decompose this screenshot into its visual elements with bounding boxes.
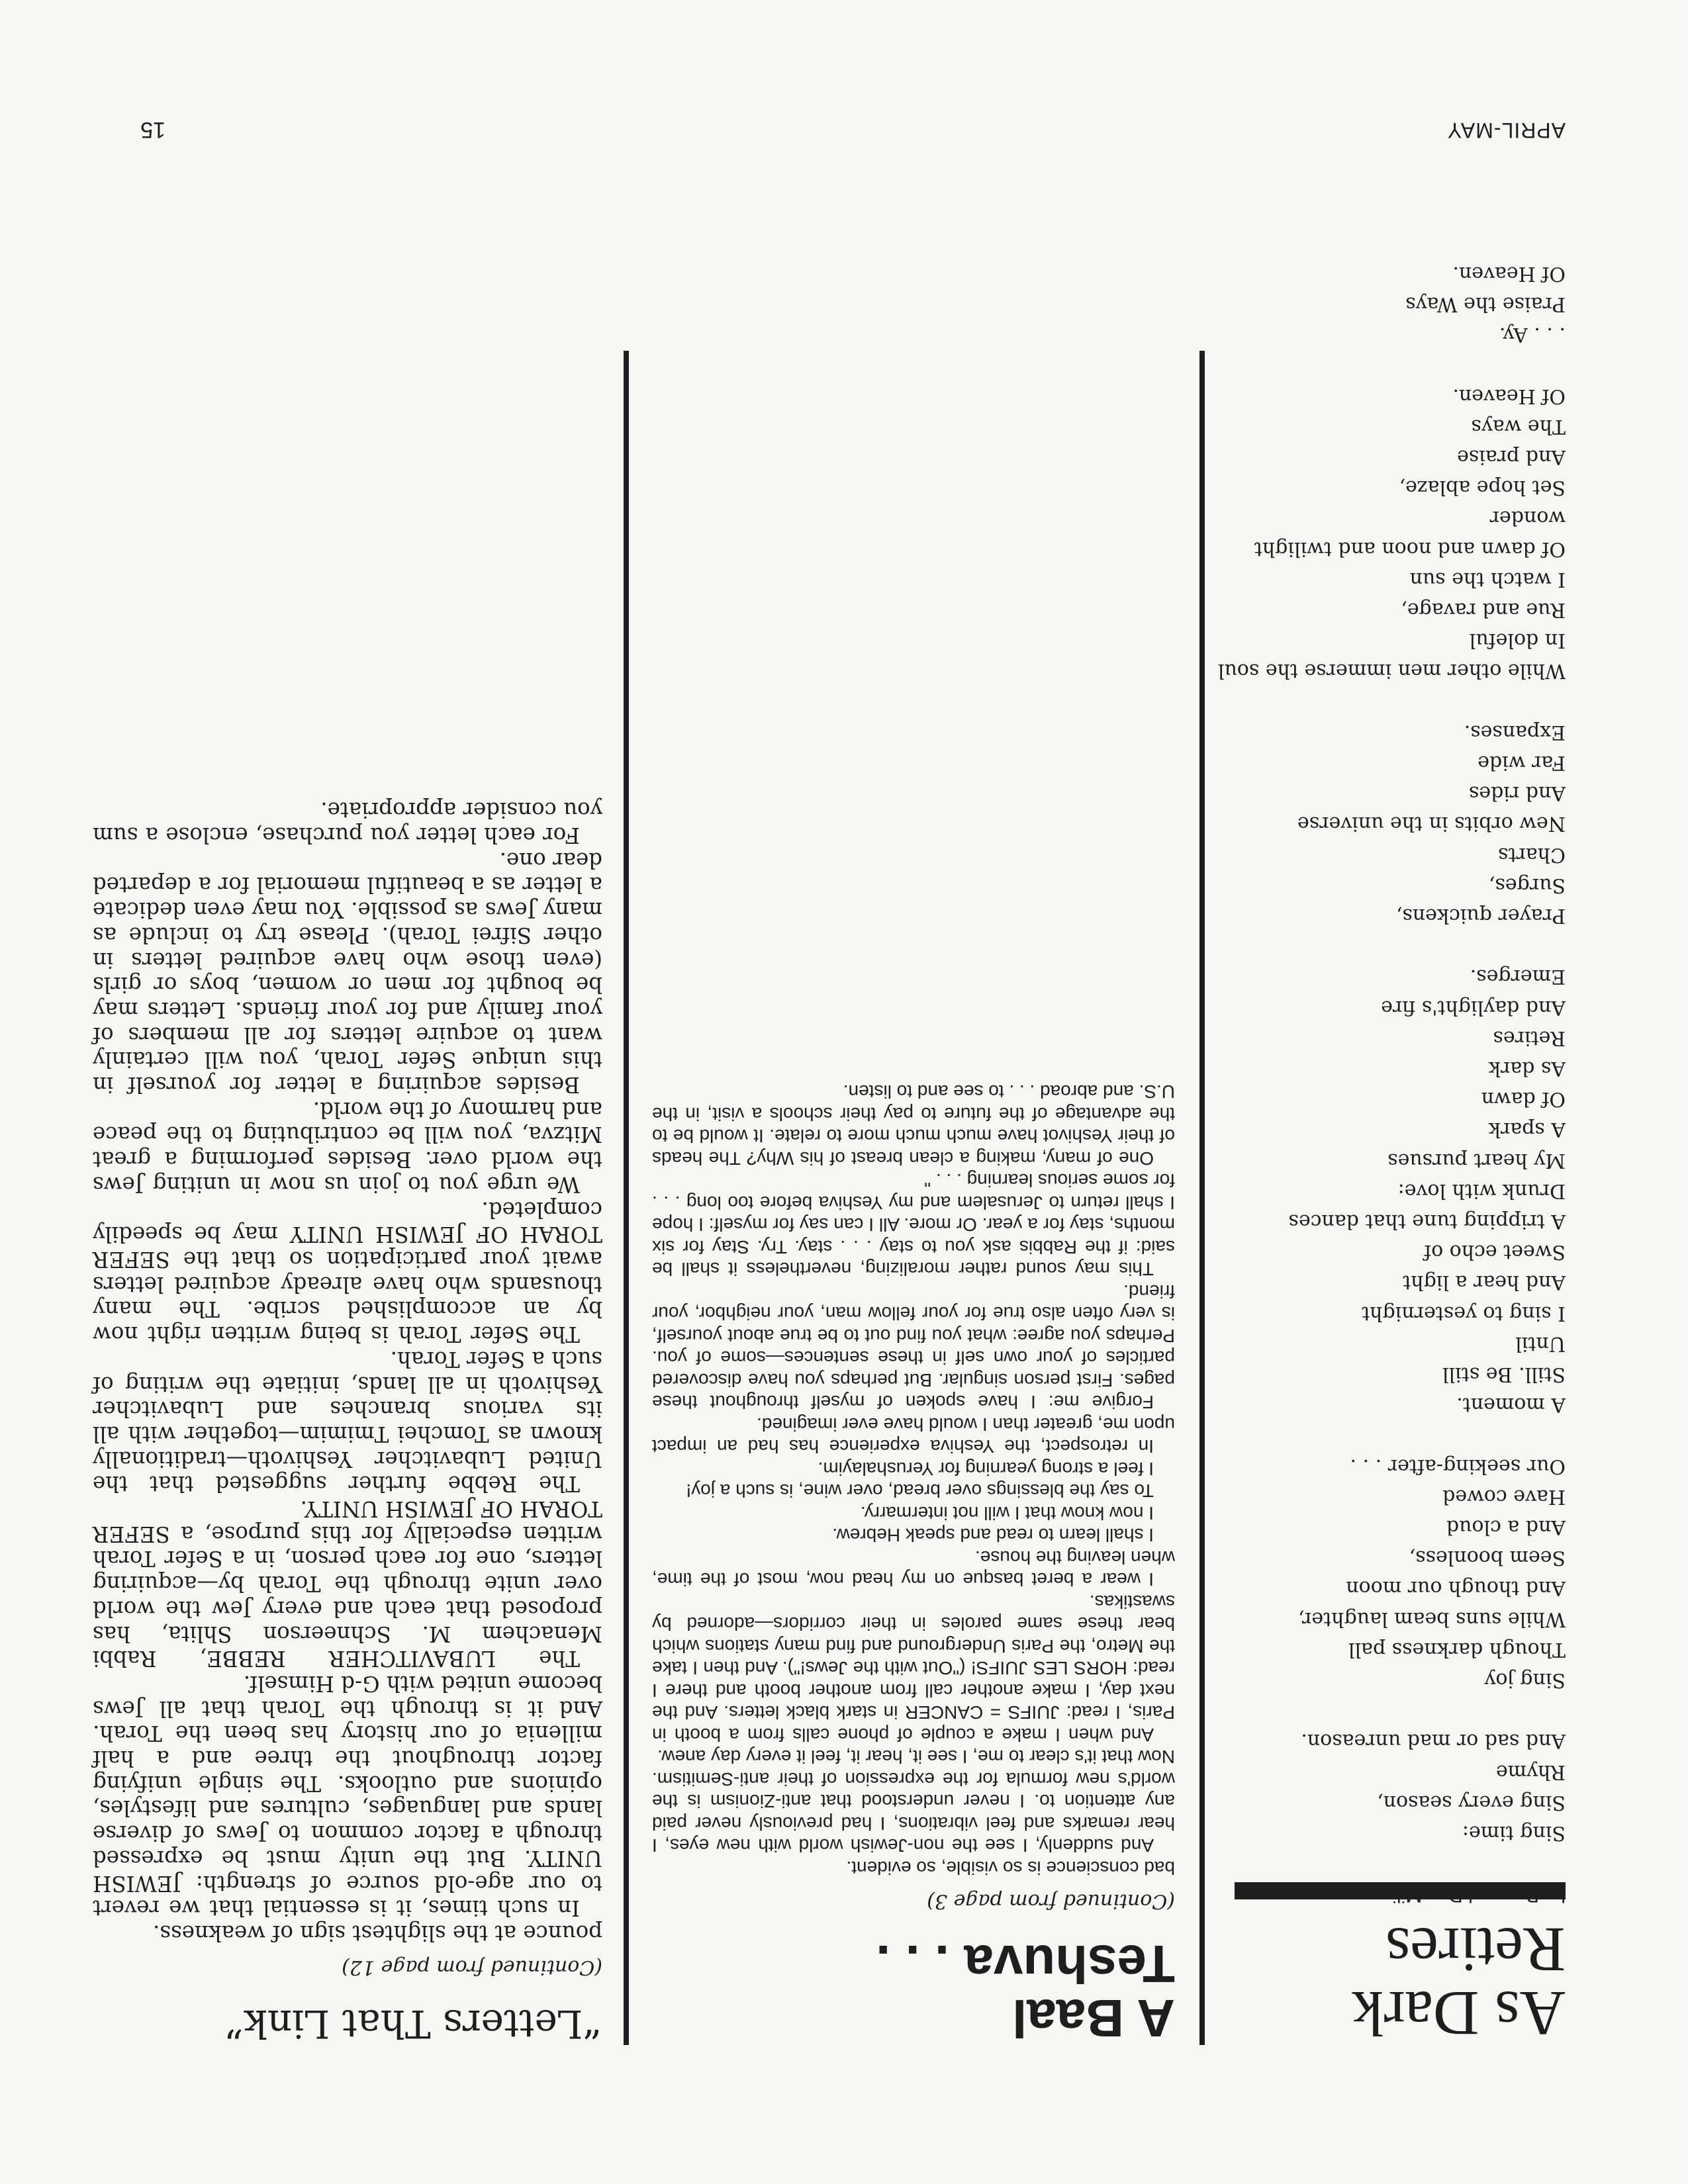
poem-line: And though our moon xyxy=(1346,1576,1566,1600)
article-paragraph: In retrospect, the Yeshiva experience has had an impact upon me, greater than I would have ever imagined. xyxy=(652,1414,1175,1457)
poem-line: Praise the Ways xyxy=(1405,292,1566,316)
poem-column xyxy=(1217,227,1566,2049)
page-number: 15 xyxy=(140,117,165,142)
letters-paragraph: pounce at the slightest sign of weakness. xyxy=(153,1921,602,1946)
letters-paragraph: The Sefer Torah is being written right now by an accomplished scribe. The many thousands who have already acquired letters await your participation so that the SEFER TORAH OF JEWISH UNITY may be speedily completed. xyxy=(93,1197,602,1347)
article-paragraph: To say the blessings over bread, over wine, is such a joy! xyxy=(686,1480,1154,1502)
article-body xyxy=(652,1081,1175,1879)
poem-line: Sing every season, xyxy=(1377,1790,1566,1814)
poem-line: And praise xyxy=(1457,445,1566,469)
poem-line: Sing time: xyxy=(1462,1821,1566,1844)
poem-line: Emerges. xyxy=(1470,965,1566,989)
poem-line: . . . Ay. xyxy=(1499,323,1566,347)
poem-line: Far wide xyxy=(1477,751,1566,774)
article-paragraph: I wear a beret basque on my head now, most of the time, when leaving the house. xyxy=(652,1547,1175,1590)
letters-headline: “Letters That Link” xyxy=(224,2001,602,2046)
article-paragraph: I shall learn to read and speak Hebrew. xyxy=(832,1525,1154,1546)
letters-paragraph: We urge you to join us now in uniting Jews the world over. Besides performing a great Mitzva, you will be contributing to the peace and harmony of the world. xyxy=(93,1097,602,1197)
poem-line: New orbits in the universe xyxy=(1297,812,1566,836)
poem-line: A moment. xyxy=(1456,1393,1566,1417)
poem-line: A spark xyxy=(1488,1118,1566,1142)
letters-paragraph: In such times, it is essential that we revert to our age-old source of strength: JEWISH UNITY. But the unity must be expressed through a factor common to Jews of diverse lands and languages, cultures and lifestyles, opinions and outlooks. The single unifying factor throughout the three and a half millenia of our history has been the Torah. And it is through the Torah that all Jews become united with G-d Himself. xyxy=(93,1670,602,1921)
poem-line: My heart pursues xyxy=(1387,1148,1566,1172)
poem-line: And a cloud xyxy=(1446,1515,1566,1539)
poem-line: Charts xyxy=(1498,842,1566,866)
poem-line: In doleful xyxy=(1469,629,1566,653)
poem-line: Prayer quickens, xyxy=(1395,903,1566,927)
poem-line: Surges, xyxy=(1488,873,1566,897)
poem-line: While suns beam laughter, xyxy=(1297,1607,1566,1631)
poem-line: I sing to yesternight xyxy=(1362,1301,1566,1325)
poem-line: And rides xyxy=(1468,782,1566,805)
column-rule-right xyxy=(624,351,629,2045)
poem-line: And hear a light xyxy=(1403,1271,1566,1295)
poem-body xyxy=(1217,258,1566,1848)
poem-stanza xyxy=(1235,258,1566,350)
article-headline xyxy=(652,1934,1175,2048)
poem-line: Rhyme xyxy=(1495,1760,1566,1784)
article-paragraph: bad conscience is so visible, so evident. xyxy=(846,1858,1175,1878)
article-continued-note: (Continued from page 3) xyxy=(927,1889,1175,1913)
poem-line: Still. Be still xyxy=(1442,1362,1566,1386)
poem-line: Have cowed xyxy=(1442,1484,1566,1508)
letters-body xyxy=(93,797,602,1945)
letters-column xyxy=(93,797,602,2045)
poem-line: Though darkness pall xyxy=(1348,1637,1566,1661)
letters-paragraph: For each letter you purchase, enclose a sum you consider appropriate. xyxy=(93,797,602,848)
article-paragraph: And suddenly, I see the non-Jewish world with new eyes, I hear remarks and feel vibrations, I had previously never paid any attention to. I never understood that anti-Zionism is the world's new formula for the expression of their anti-Semitism. Now that it's clear to me, I see it, hear it, feel it every day anew. xyxy=(652,1747,1175,1856)
poem-line: Of dawn xyxy=(1481,1087,1566,1111)
poem-line: wonder xyxy=(1489,506,1566,530)
article-column xyxy=(652,1081,1175,2048)
poem-line: The ways xyxy=(1471,414,1566,438)
poem-stanza xyxy=(1217,380,1566,686)
letters-paragraph: The LUBAVITCHER REBBE, Rabbi Menachem M. Schneerson Shlita, has proposed that each and every Jew the world over unite through the Torah by—acquiring letters, one for each person, in a Sefer Torah written especially for this purpose, a SEFER TORAH OF JEWISH UNITY. xyxy=(93,1496,602,1672)
article-paragraph: This may sound rather moralizing, nevertheless it shall be said: if the Rabbis ask you to stay . . . stay. Try. Stay for six months, stay for a year. Or more. All I can say for myself: I hope I shall return to Jerusalem and my Yeshiva before too long . . . for some serious learning . . . " xyxy=(652,1170,1175,1280)
poem-line: As dark xyxy=(1488,1056,1566,1080)
poem-title-line-2: Retires xyxy=(1385,1915,1566,1985)
article-headline-line-2: Teshuva . . . xyxy=(876,1934,1175,1993)
poem-line: Expanses. xyxy=(1464,720,1566,744)
poem-line: And daylight's fire xyxy=(1381,995,1566,1019)
poem-line: A tripping tune that dances xyxy=(1288,1209,1566,1233)
article-paragraph: One of many, making a clean breast of his Why? The heads of their Yeshivot have much much more to relate. It would be to the advantage of the future to pay their schools a visit, in the U.S. and abroad . . . to see and to listen. xyxy=(652,1081,1175,1169)
poem-line: Retires xyxy=(1493,1026,1566,1050)
poem-line: Set hope ablaze, xyxy=(1399,476,1566,500)
poem-stanza xyxy=(1235,961,1566,1420)
column-rule-left xyxy=(1199,351,1205,2045)
article-paragraph: Forgive me: I have spoken of myself throughout these pages. First person singular. But perhaps you have discovered particles of your own self in these sentences—some of you. Perhaps you agree: what you find out to be true about yourself, is very often also true for your fellow man, your neighbor, your friend. xyxy=(652,1281,1175,1413)
poem-line: While other men immerse the soul xyxy=(1217,659,1566,683)
poem-line: Rue and ravage, xyxy=(1401,598,1566,621)
poem-line: Of Heaven. xyxy=(1452,261,1566,285)
poem-stanza xyxy=(1235,1725,1566,1848)
article-headline-line-1: A Baal xyxy=(1011,1989,1175,2048)
poem-line: Sweet echo of xyxy=(1424,1240,1566,1264)
article-paragraph: I feel a strong yearning for Yerushalayim. xyxy=(818,1459,1154,1479)
poem-stanza xyxy=(1235,1450,1566,1695)
article-paragraph: I now know that I will not intermarry. xyxy=(861,1503,1154,1524)
poem-line: Our seeking-after . . . xyxy=(1350,1454,1566,1478)
poem-line: Of dawn and noon and twilight xyxy=(1254,537,1566,561)
poem-line: Of Heaven. xyxy=(1452,384,1566,408)
letters-paragraph: Besides acquiring a letter for yourself in this unique Sefer Torah, you will certainly want to acquire letters for all members of your family and for your friends. Letters may be bought for men or women, boys or girls (even those who have acquired letters in other Sifrei Torah). Please try to include as many Jews as possible. You may even dedicate a letter as a beautiful memorial for a departed dear one. xyxy=(93,847,602,1098)
poem-line: Seem boonless, xyxy=(1409,1546,1566,1570)
poem-line: I watch the sun xyxy=(1409,567,1566,591)
issue-date: APRIL-MAY xyxy=(1446,118,1566,142)
poem-stanza xyxy=(1235,717,1566,931)
poem-line: And sad or mad unreason. xyxy=(1301,1729,1566,1753)
poem-line: Until xyxy=(1515,1332,1566,1355)
poem-title-line-1: As Dark xyxy=(1352,1978,1566,2049)
poem-title-rule xyxy=(1235,1882,1566,1899)
letters-continued-note: (Continued from page 12) xyxy=(342,1956,602,1979)
poem-line: Drunk with love: xyxy=(1397,1179,1566,1203)
letters-paragraph: The Rebbe further suggested that the United Lubavitcher Yeshivoth—traditionally known as Tomchei Tmimim—together with all its various branches and Lubavitcher Yeshivoth in all lands, initiate the writing of such a Sefer Torah. xyxy=(93,1346,602,1497)
poem-title xyxy=(1235,1915,1566,2049)
article-paragraph: And when I make a couple of phone calls from a booth in Paris, I read: JUIFS = CANCER in stark black letters. And the next day, I make another call from another booth and there I read: HORS LES JUIFS! ("Out with the Jews!"). And then I take the Metro, the Paris Underground and find many stations which bear these same paroles in their corridors—adorned by swastikas. xyxy=(652,1592,1175,1745)
poem-line: Sing joy xyxy=(1484,1668,1566,1692)
